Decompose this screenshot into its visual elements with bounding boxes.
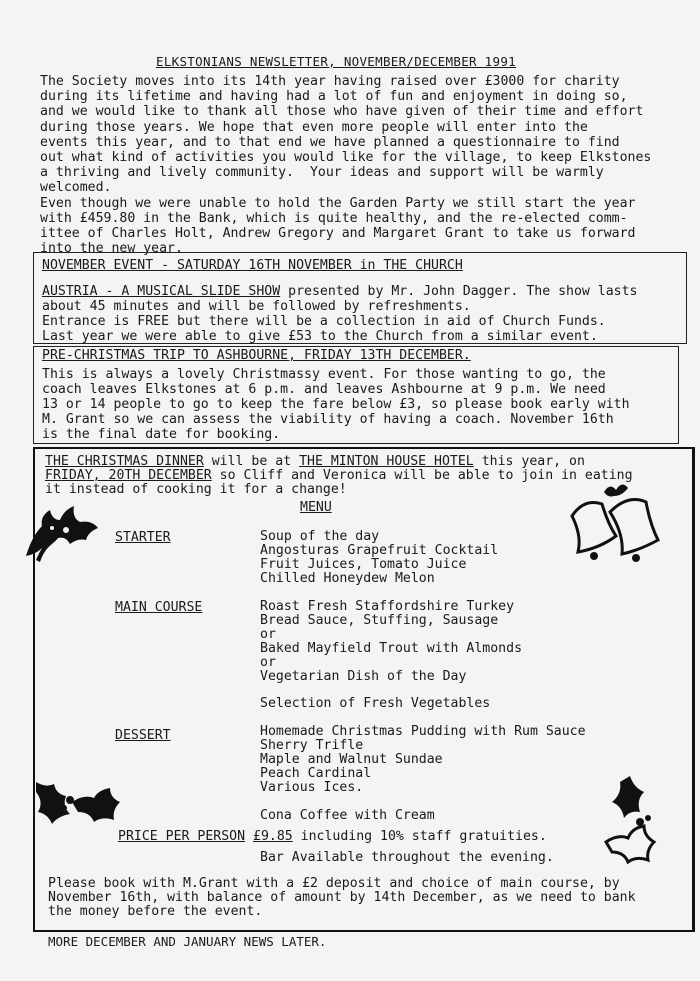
- holly-icon: [22, 496, 104, 566]
- holly-icon: [600, 772, 670, 868]
- november-event-line: [42, 284, 637, 299]
- dessert-item: Various Ices.: [260, 780, 364, 795]
- price-value: £9.85: [253, 829, 293, 844]
- intro-line: out what kind of activities you would like for the village, to keep Elkstones: [40, 150, 652, 166]
- intro-line: events this year, and to that end we have planned a questionnaire to find: [40, 134, 620, 150]
- intro-line: Even though we were unable to hold the Garden Party we still start the year: [40, 195, 636, 211]
- dinner-venue: THE MINTON HOUSE HOTEL: [299, 454, 474, 469]
- christmas-trip-line: coach leaves Elkstones at 6 p.m. and leaves Ashbourne at 9 p.m. We need: [42, 382, 606, 397]
- main-course-item: or: [260, 655, 276, 670]
- intro-line: The Society moves into its 14th year having raised over £3000 for charity: [40, 74, 620, 89]
- dinner-intro-line: [45, 468, 633, 483]
- price-note: including 10% staff gratuities.: [292, 829, 547, 844]
- starter-item: Fruit Juices, Tomato Juice: [260, 557, 467, 572]
- newsletter-title: ELKSTONIANS NEWSLETTER, NOVEMBER/DECEMBER 1991: [156, 54, 516, 69]
- christmas-trip-line: is the final date for booking.: [42, 427, 281, 442]
- dessert-item: Sherry Trifle: [260, 738, 364, 753]
- starter-label: STARTER: [115, 530, 171, 545]
- show-title: AUSTRIA - A MUSICAL SLIDE SHOW: [42, 284, 281, 299]
- christmas-trip-line: M. Grant so we can assess the viability of having a coach. November 16th: [42, 412, 614, 427]
- starter-item: Angosturas Grapefruit Cocktail: [260, 543, 499, 558]
- main-course-label: MAIN COURSE: [115, 600, 203, 615]
- dinner-intro-line: [45, 454, 585, 469]
- coffee-line: Cona Coffee with Cream: [260, 808, 435, 823]
- starter-item: Chilled Honeydew Melon: [260, 571, 435, 586]
- menu-title: MENU: [300, 500, 332, 515]
- price-line: [118, 829, 547, 844]
- holly-icon: [32, 772, 132, 834]
- dessert-label: DESSERT: [115, 728, 171, 743]
- vegetables-line: Selection of Fresh Vegetables: [260, 696, 491, 711]
- main-course-item: Vegetarian Dish of the Day: [260, 669, 467, 684]
- intro-line: ittee of Charles Holt, Andrew Gregory and Margaret Grant to take us forward: [40, 226, 636, 242]
- main-course-item: Roast Fresh Staffordshire Turkey: [260, 599, 515, 614]
- november-event-line: about 45 minutes and will be followed by refreshments.: [42, 299, 471, 314]
- intro-line: into the new year.: [40, 241, 183, 257]
- intro-line: and we would like to thank all those who have given of their time and effort: [40, 104, 644, 120]
- booking-line: November 16th, with balance of amount by 14th December, as we need to bank: [48, 890, 636, 905]
- starter-item: Soup of the day: [260, 529, 380, 544]
- dinner-title: THE CHRISTMAS DINNER: [45, 454, 204, 469]
- bar-line: Bar Available throughout the evening.: [260, 850, 554, 865]
- intro-line: during its lifetime and having had a lot of fun and enjoyment in doing so,: [40, 89, 628, 105]
- main-course-item: or: [260, 627, 276, 642]
- christmas-trip-heading: PRE-CHRISTMAS TRIP TO ASHBOURNE, FRIDAY 13TH DECEMBER.: [42, 348, 471, 363]
- dinner-text: will be at: [203, 454, 300, 469]
- dinner-date: FRIDAY, 20TH DECEMBER: [45, 468, 212, 483]
- christmas-trip-line: This is always a lovely Christmassy event. For those wanting to go, the: [42, 367, 606, 382]
- intro-line: with £459.80 in the Bank, which is quite healthy, and the re-elected comm-: [40, 210, 628, 226]
- christmas-trip-line: 13 or 14 people to go to keep the fare below £3, so please book early with: [42, 397, 630, 412]
- dessert-item: Homemade Christmas Pudding with Rum Sauce: [260, 724, 586, 739]
- booking-line: the money before the event.: [48, 904, 263, 919]
- dinner-text: this year, on: [473, 454, 585, 469]
- show-presenter: presented by Mr. John Dagger. The show lasts: [280, 284, 638, 299]
- main-course-item: Baked Mayfield Trout with Almonds: [260, 641, 523, 656]
- november-event-line: Entrance is FREE but there will be a collection in aid of Church Funds.: [42, 314, 606, 329]
- intro-line: during those years. We hope that even more people will enter into the: [40, 119, 588, 135]
- price-label: PRICE PER PERSON: [118, 829, 246, 844]
- intro-line: a thriving and lively community. Your ideas and support will be warmly: [40, 165, 604, 181]
- intro-line: welcomed.: [40, 180, 112, 196]
- dinner-text: so Cliff and Veronica will be able to join in eating: [211, 468, 633, 483]
- november-event-line: Last year we were able to give £53 to the Church from a similar event.: [42, 329, 598, 344]
- dessert-item: Peach Cardinal: [260, 766, 372, 781]
- intro-paragraph: [40, 74, 680, 256]
- footer-note: MORE DECEMBER AND JANUARY NEWS LATER.: [48, 934, 327, 949]
- booking-line: Please book with M.Grant with a £2 deposit and choice of main course, by: [48, 876, 620, 891]
- dinner-intro-line: it instead of cooking it for a change!: [45, 482, 347, 497]
- bells-icon: [564, 478, 664, 568]
- main-course-item: Bread Sauce, Stuffing, Sausage: [260, 613, 499, 628]
- november-event-heading: NOVEMBER EVENT - SATURDAY 16TH NOVEMBER in THE CHURCH: [42, 258, 463, 273]
- dessert-item: Maple and Walnut Sundae: [260, 752, 443, 767]
